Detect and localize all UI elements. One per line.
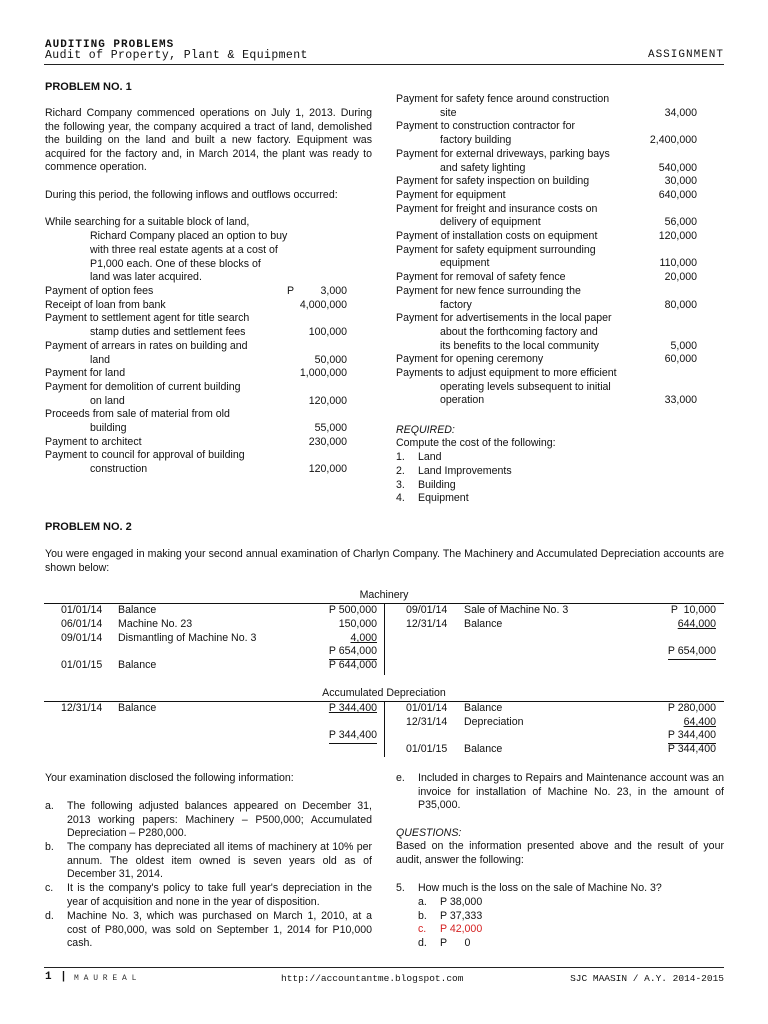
- expense-amount: 230,000: [308, 435, 347, 448]
- search-line-1: While searching for a suitable block of land,: [45, 216, 250, 228]
- search-line-3: with three real estate agents at a cost of: [90, 244, 278, 256]
- search-line-4: P1,000 each. One of these blocks of: [90, 258, 261, 270]
- info-item-c: [45, 882, 372, 910]
- info-item-e: [396, 772, 724, 812]
- machinery-credit-desc: Sale of Machine No. 3: [464, 604, 569, 616]
- expense-line: land: [90, 353, 111, 366]
- expense-line: operation: [440, 394, 485, 407]
- machinery-debit-date: 09/01/14: [61, 632, 103, 644]
- accdep-credit-amt: P 280,000: [667, 702, 716, 714]
- expense-line: Payment for land: [45, 367, 126, 380]
- expense-amount: 640,000: [658, 188, 697, 201]
- expense-line: about the forthcoming factory and: [440, 325, 598, 338]
- required-item: Land: [418, 451, 442, 463]
- machinery-credit-total: P 654,000: [668, 645, 716, 660]
- required-item: Land Improvements: [418, 464, 512, 477]
- required-text: Compute the cost of the following:: [396, 437, 556, 449]
- info-item-letter: b.: [45, 841, 54, 853]
- expense-amount: 80,000: [664, 298, 697, 311]
- search-line-2: Richard Company placed an option to buy: [90, 230, 288, 242]
- info-item-text: Machine No. 3, which was purchased on March 1, 2010, at a cost of P80,000, was sold on September 1, 2014 for P10,000 cash.: [67, 910, 372, 950]
- choice-text: P 0: [440, 936, 471, 949]
- choice-letter: a.: [418, 896, 427, 908]
- footer-author: M A U R E A L: [74, 974, 137, 983]
- required-label: REQUIRED:: [396, 424, 455, 436]
- expense-amount: 100,000: [308, 326, 347, 339]
- choice-text: P 42,000: [440, 923, 483, 936]
- machinery-debit-amt: P 500,000: [328, 604, 377, 616]
- info-item-letter: c.: [45, 882, 54, 894]
- expense-amount: 1,000,000: [299, 367, 347, 380]
- header-title: AUDITING PROBLEMS: [45, 39, 175, 51]
- expense-line: Payment for new fence surrounding the: [396, 284, 581, 297]
- problem-1-intro2: During this period, the following inflows and outflows occurred:: [45, 189, 338, 201]
- expense-line: Proceeds from sale of material from old: [45, 408, 230, 421]
- expense-amount: 120,000: [308, 394, 347, 407]
- info-item-letter: e.: [396, 772, 405, 784]
- accdep-debit-amt: P 344,400: [328, 702, 377, 714]
- expense-line: equipment: [440, 257, 490, 270]
- choice-text: P 38,000: [440, 896, 483, 908]
- expense-line: Payment for advertisements in the local paper: [396, 312, 612, 325]
- expense-line: Payment for safety fence around construction: [396, 93, 610, 105]
- machinery-credit-amt: 644,000: [677, 618, 716, 630]
- info-item-a: [45, 800, 372, 840]
- expense-amount: 30,000: [664, 175, 697, 188]
- accdep-credit-amt: 64,400: [683, 716, 716, 728]
- accdep-credit-date: 12/31/14: [406, 716, 448, 728]
- info-item-d: [45, 910, 372, 950]
- expense-line: on land: [90, 394, 125, 407]
- machinery-debit-desc: Dismantling of Machine No. 3: [118, 632, 257, 644]
- header-rule: [44, 64, 724, 65]
- expense-line: Payment for external driveways, parking bays: [396, 147, 610, 160]
- disclosed-heading: Your examination disclosed the following information:: [45, 772, 294, 784]
- info-item-letter: d.: [45, 910, 54, 922]
- header-subtitle: Audit of Property, Plant & Equipment: [45, 49, 308, 62]
- accdep-divider: [384, 701, 385, 757]
- expense-line: stamp duties and settlement fees: [90, 326, 246, 339]
- header-tag: ASSIGNMENT: [647, 49, 724, 61]
- expense-line: Payment of arrears in rates on building and: [45, 339, 248, 352]
- currency-symbol: P: [287, 285, 295, 297]
- accdep-credit-total: P 344,400: [668, 729, 716, 744]
- machinery-debit-date: 01/01/14: [61, 604, 103, 616]
- expense-amount: 5,000: [670, 339, 697, 352]
- machinery-debit-total: P 654,000: [329, 645, 377, 660]
- accdep-account-title: Accumulated Depreciation: [322, 687, 446, 699]
- expense-amount: 56,000: [664, 216, 697, 229]
- expense-line: operating levels subsequent to initial: [440, 380, 611, 393]
- expense-line: delivery of equipment: [440, 216, 541, 229]
- machinery-debit-date: 06/01/14: [61, 618, 103, 630]
- required-item: Equipment: [418, 492, 469, 505]
- machinery-debit-desc: Machine No. 23: [118, 618, 193, 630]
- required-item: Building: [418, 478, 456, 491]
- required-item-number: 3.: [396, 478, 405, 491]
- question-5: [396, 882, 724, 896]
- accdep-debit-desc: Balance: [118, 702, 157, 714]
- expense-line: Payment for freight and insurance costs on: [396, 202, 598, 215]
- accdep-debit-total: P 344,400: [329, 729, 377, 744]
- footer-url: http://accountantme.blogspot.com: [281, 973, 464, 984]
- accdep-credit-date: 01/01/14: [406, 702, 448, 714]
- info-item-text: The company has depreciated all items of machinery at 10% per annum. The oldest item owned is seven years old as of December 31, 2014.: [67, 841, 372, 881]
- expense-amount: 2,400,000: [649, 134, 697, 147]
- expense-amount: 120,000: [658, 230, 697, 242]
- footer-rule: [44, 967, 724, 968]
- machinery-divider: [384, 603, 385, 675]
- expense-line: Payment of option fees: [45, 285, 154, 297]
- expense-line: Payment for demolition of current building: [45, 380, 241, 393]
- expense-amount: 4,000,000: [299, 298, 347, 311]
- problem-1-intro: Richard Company commenced operations on July 1, 2013. During the following year, the company acquired a tract of land, demolished the building on the land and built a new factory. Equipment was acquired for the factory and, in March 2014, the plant was ready to commence operation.: [45, 107, 372, 174]
- machinery-credit-desc: Balance: [464, 618, 503, 630]
- accdep-credit-desc: Balance: [464, 702, 503, 714]
- expense-amount: 110,000: [659, 257, 697, 270]
- expense-line: factory: [440, 298, 472, 311]
- expense-line: Payment to architect: [45, 435, 142, 448]
- search-line-5: land was later acquired.: [90, 271, 202, 283]
- expense-line: Payments to adjust equipment to more efficient: [396, 367, 617, 379]
- machinery-debit-amt: 150,000: [338, 618, 377, 630]
- expense-amount: 60,000: [664, 353, 697, 366]
- expense-line: Receipt of loan from bank: [45, 298, 166, 311]
- machinery-balance-desc: Balance: [118, 659, 157, 671]
- info-item-text: The following adjusted balances appeared on December 31, 2013 working papers: Machinery – P500,000; Accumulated Depreciation – P280,000.: [67, 800, 372, 840]
- problem-2-title: PROBLEM NO. 2: [45, 521, 132, 533]
- expense-line: Payment to construction contractor for: [396, 120, 575, 133]
- info-item-text: It is the company's policy to take full year's depreciation in the year of acquisition and none in the year of disposition.: [67, 882, 372, 908]
- required-item-number: 2.: [396, 464, 405, 477]
- expense-line: Payment to settlement agent for title search: [45, 312, 250, 325]
- footer-separator: |: [62, 970, 65, 982]
- footer-school: SJC MAASIN / A.Y. 2014-2015: [570, 973, 724, 984]
- machinery-balance-date: 01/01/15: [61, 659, 103, 671]
- expense-line: Payment for safety equipment surrounding: [396, 243, 596, 256]
- machinery-credit-amt: P 10,000: [670, 604, 716, 616]
- machinery-credit-date: 12/31/14: [406, 618, 448, 630]
- expense-line: site: [440, 106, 457, 119]
- expense-line: Payment of installation costs on equipment: [396, 230, 598, 242]
- accdep-debit-date: 12/31/14: [61, 702, 103, 714]
- info-item-text: Included in charges to Repairs and Maintenance account was an invoice for installation of Machine No. 23, in the amount of P35,000.: [418, 772, 724, 812]
- accdep-balance-desc: Balance: [464, 743, 503, 755]
- expense-line: and safety lighting: [440, 161, 526, 174]
- problem-1-title: PROBLEM NO. 1: [45, 81, 132, 93]
- expense-amount: 34,000: [664, 106, 697, 119]
- expense-amount: 20,000: [664, 271, 697, 284]
- expense-line: Payment for safety inspection on building: [396, 175, 590, 188]
- info-item-letter: a.: [45, 800, 54, 812]
- choice-letter: d.: [418, 936, 427, 949]
- expense-line: building: [90, 422, 127, 434]
- expense-amount: 55,000: [314, 422, 347, 434]
- expense-amount: 50,000: [314, 353, 347, 366]
- machinery-account-title: Machinery: [359, 589, 409, 601]
- expense-line: Payment for equipment: [396, 188, 506, 201]
- choice-text: P 37,333: [440, 909, 483, 922]
- expense-line: Payment for removal of safety fence: [396, 271, 566, 284]
- expense-amount: 33,000: [664, 394, 697, 407]
- expense-amount: 3,000: [320, 285, 347, 297]
- expense-line: Payment to council for approval of building: [45, 449, 245, 462]
- machinery-balance-amt: P 644,000: [328, 659, 377, 671]
- expense-line: factory building: [440, 134, 512, 147]
- choice-letter: c.: [418, 923, 427, 936]
- expense-amount: 120,000: [308, 463, 347, 476]
- question-text: How much is the loss on the sale of Machine No. 3?: [418, 882, 662, 894]
- info-item-b: [45, 841, 372, 881]
- accdep-balance-date: 01/01/15: [406, 743, 448, 755]
- question-number: 5.: [396, 882, 405, 894]
- accdep-balance-amt: P 344,400: [667, 743, 716, 755]
- machinery-credit-date: 09/01/14: [406, 604, 448, 616]
- problem-2-intro: You were engaged in making your second annual examination of Charlyn Company. The Machinery and Accumulated Depreciation accounts are shown below:: [45, 548, 724, 574]
- expense-amount: 540,000: [658, 161, 697, 174]
- accdep-credit-desc: Depreciation: [464, 716, 524, 728]
- footer-page-number: 1: [45, 971, 52, 983]
- questions-text: Based on the information presented above and the result of your audit, answer the following:: [396, 840, 724, 866]
- machinery-debit-amt: 4,000: [350, 632, 377, 644]
- questions-label: QUESTIONS:: [396, 827, 462, 839]
- required-item-number: 1.: [396, 451, 405, 463]
- expense-line: Payment for opening ceremony: [396, 353, 544, 366]
- expense-line: its benefits to the local community: [440, 339, 599, 352]
- machinery-debit-desc: Balance: [118, 604, 157, 616]
- choice-letter: b.: [418, 909, 427, 922]
- required-item-number: 4.: [396, 492, 405, 505]
- expense-line: construction: [90, 463, 148, 476]
